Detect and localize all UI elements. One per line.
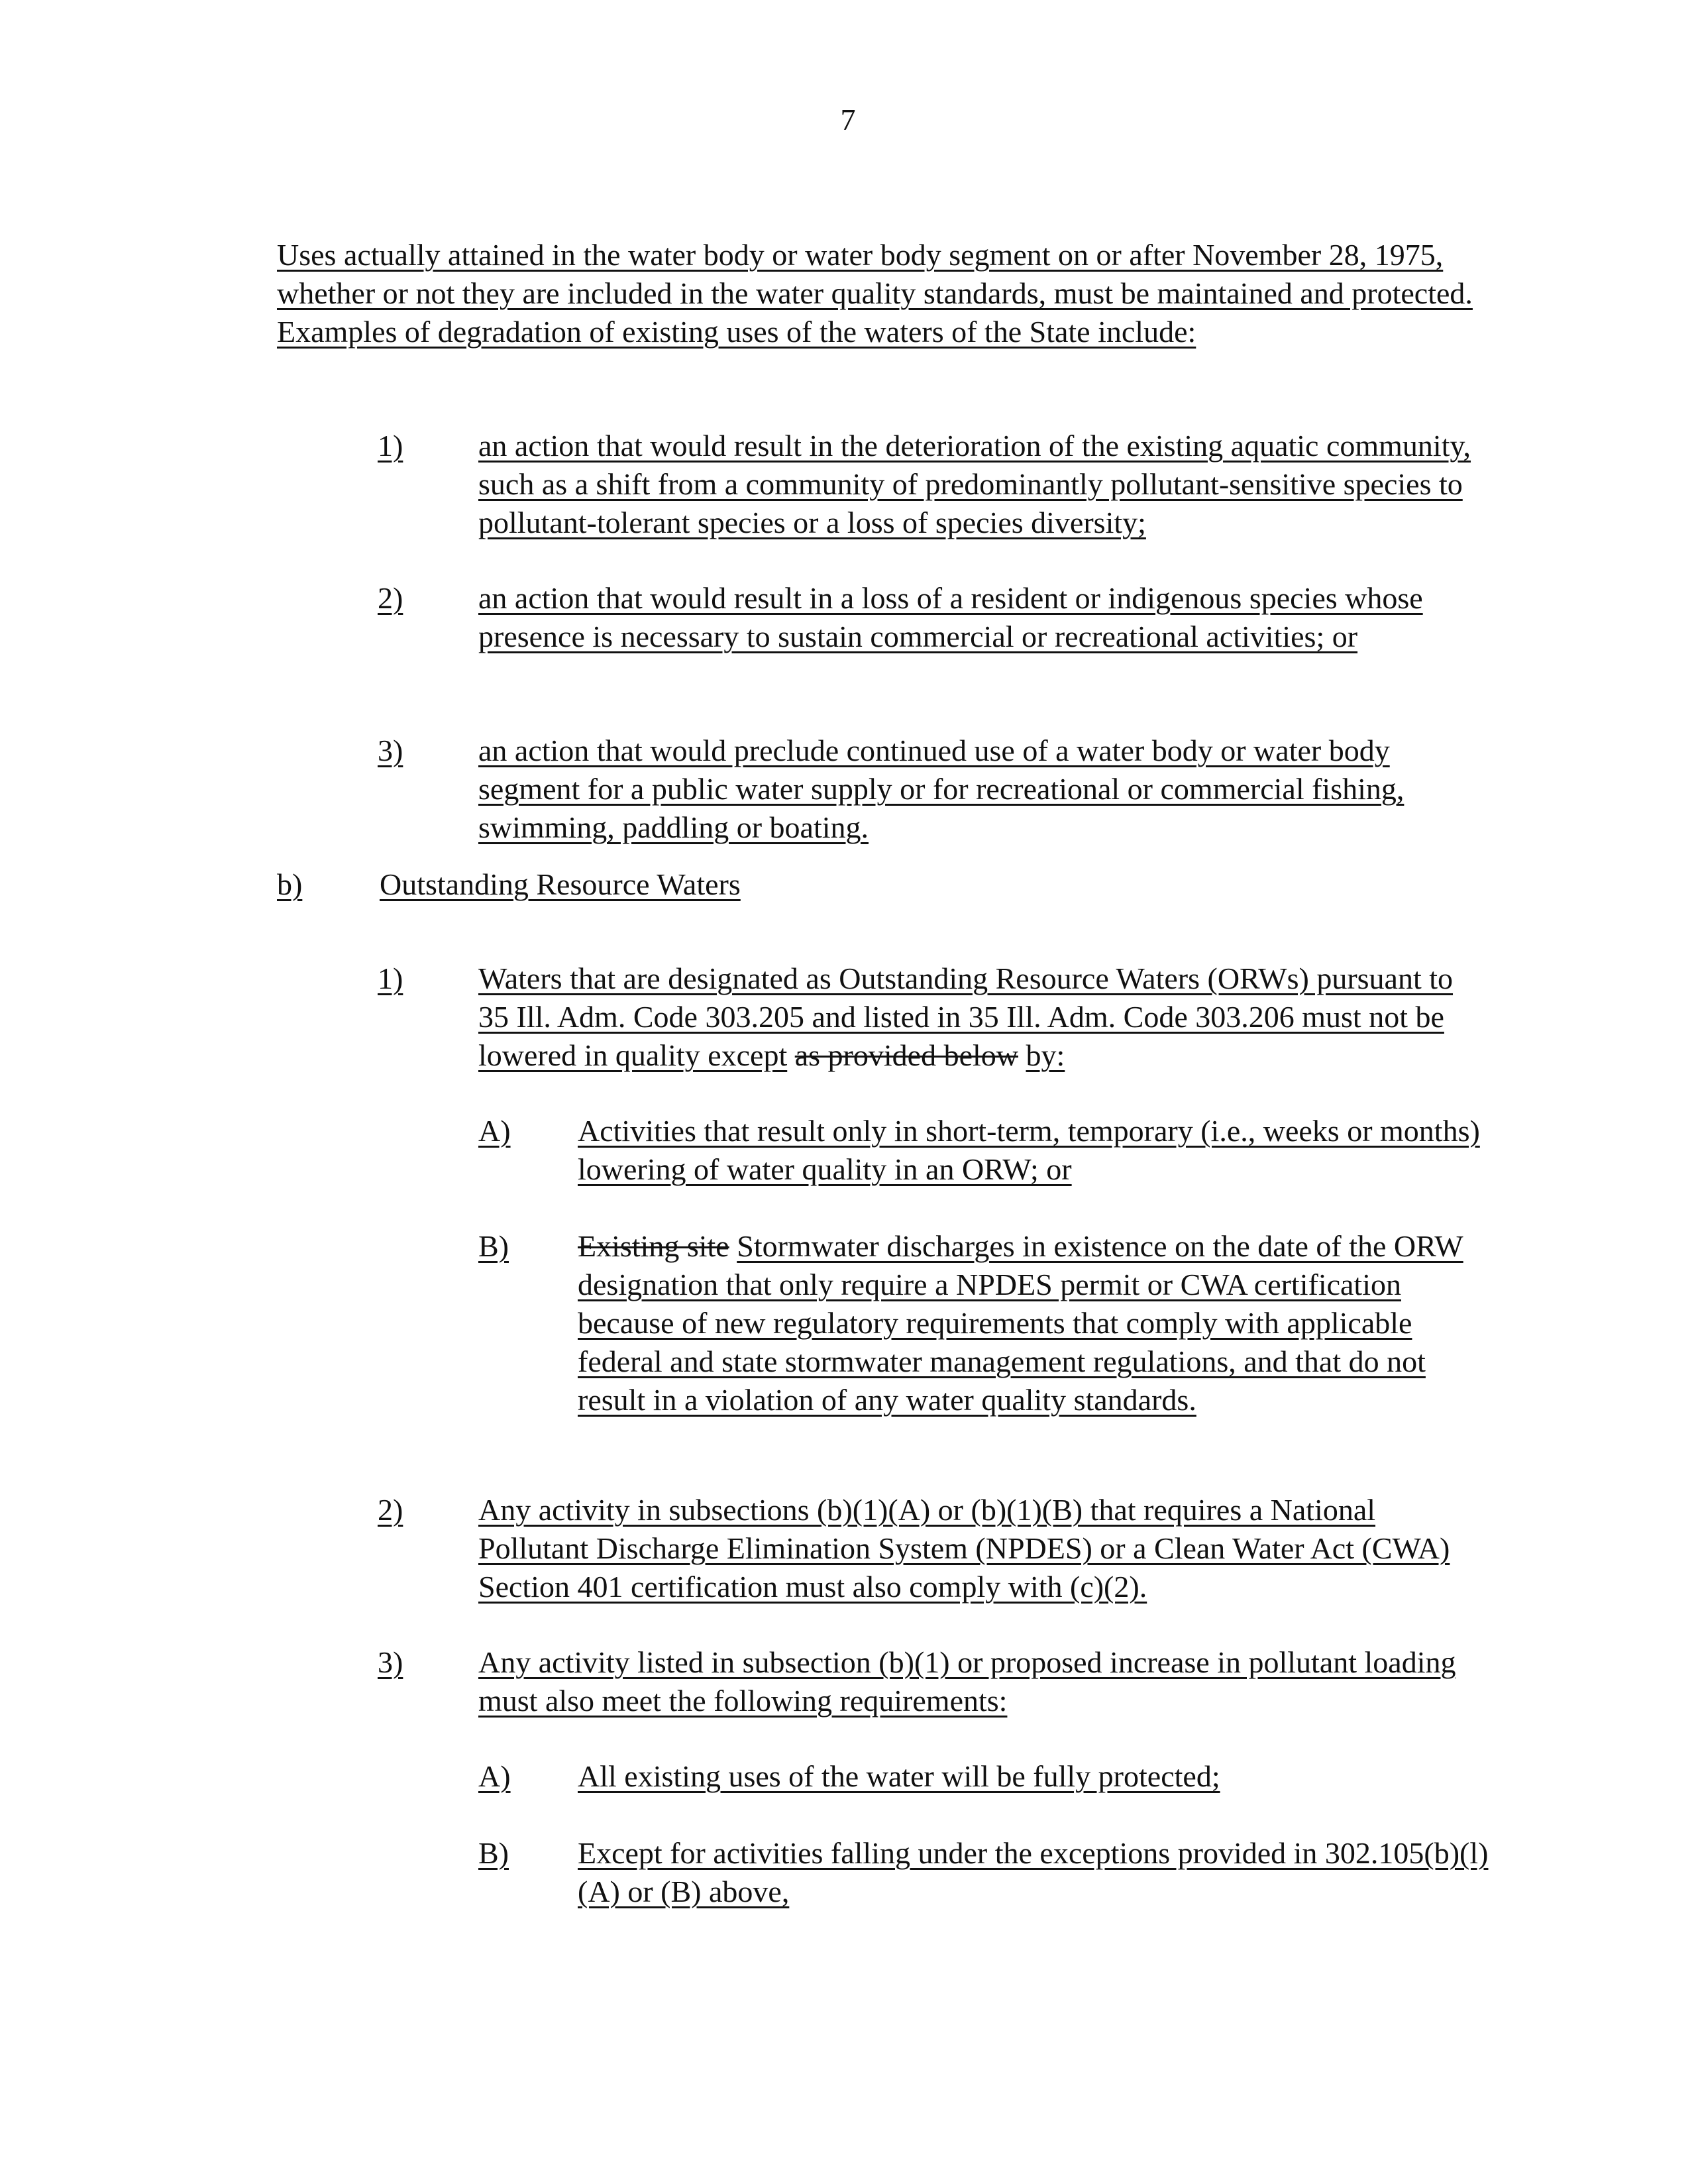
item-text: Waters that are designated as Outstanding Resource Waters (ORWs) pursuant to 35 Ill. Adm. Code 303.205 and listed in 35 Ill. Adm. Code 303.206 must not be lowered in quality except xyxy=(478,961,1454,1072)
section-title: Outstanding Resource Waters xyxy=(380,867,741,901)
list-item-b1-b xyxy=(478,1227,1499,1419)
section-b-heading xyxy=(277,865,1469,904)
list-item-2 xyxy=(378,579,1491,656)
list-item-b3-a xyxy=(478,1757,1499,1796)
section-label: b) xyxy=(277,867,303,901)
item-text: an action that would preclude continued use of a water body or water body segment for a public water supply or for recreational or commercial fishing, swimming, paddling or boating. xyxy=(478,734,1404,844)
list-item-b1-a xyxy=(478,1112,1499,1189)
struck-text: as provided below xyxy=(794,1038,1018,1072)
item-label: B) xyxy=(478,1229,509,1263)
list-item-3 xyxy=(378,732,1491,847)
item-label: 2) xyxy=(378,1493,403,1527)
item-text: Any activity listed in subsection (b)(1) or proposed increase in pollutant loading must also meet the following requirements: xyxy=(478,1645,1456,1718)
list-item-b2 xyxy=(378,1491,1491,1606)
list-item-b1 xyxy=(378,959,1491,1075)
item-text: Except for activities falling under the exceptions provided in 302.105(b)(l)(A) or (B) above, xyxy=(578,1836,1489,1908)
item-label: 1) xyxy=(378,961,403,995)
intro-paragraph xyxy=(277,236,1483,351)
intro-paragraph-text: Uses actually attained in the water body or water body segment on or after November 28, 1975, whether or not they are included in the water quality standards, must be maintained and protected. Examples of degradation of existing uses of the waters of the State include: xyxy=(277,238,1473,349)
item-text-end: by: xyxy=(1026,1038,1065,1072)
struck-text: Existing site xyxy=(578,1229,729,1263)
item-label: 3) xyxy=(378,1645,403,1679)
page-number: 7 xyxy=(840,103,856,136)
list-item-1 xyxy=(378,427,1491,542)
item-label: A) xyxy=(478,1759,511,1793)
item-text: All existing uses of the water will be fully protected; xyxy=(578,1759,1220,1793)
item-label: 3) xyxy=(378,734,403,767)
item-text: Activities that result only in short-term, temporary (i.e., weeks or months) lowering of water quality in an ORW; or xyxy=(578,1114,1480,1186)
item-label: B) xyxy=(478,1836,509,1870)
item-label: 1) xyxy=(378,429,403,463)
item-label: A) xyxy=(478,1114,511,1148)
item-text: Any activity in subsections (b)(1)(A) or (b)(1)(B) that requires a National Pollutant Discharge Elimination System (NPDES) or a Clean Water Act (CWA) Section 401 certification must also comply with (c)(2). xyxy=(478,1493,1450,1604)
list-item-b3-b xyxy=(478,1834,1499,1911)
item-text: an action that would result in the deterioration of the existing aquatic community, such as a shift from a community of predominantly pollutant-sensitive species to pollutant-tolerant species or a loss of species diversity; xyxy=(478,429,1471,539)
item-label: 2) xyxy=(378,581,403,615)
item-text: an action that would result in a loss of a resident or indigenous species whose presence is necessary to sustain commercial or recreational activities; or xyxy=(478,581,1423,653)
item-text: Stormwater discharges in existence on the date of the ORW designation that only require a NPDES permit or CWA certification because of new regulatory requirements that comply with applicable federal and state stormwater management regulations, and that do not result in a violation of any water quality standards. xyxy=(578,1229,1463,1417)
list-item-b3 xyxy=(378,1643,1491,1720)
